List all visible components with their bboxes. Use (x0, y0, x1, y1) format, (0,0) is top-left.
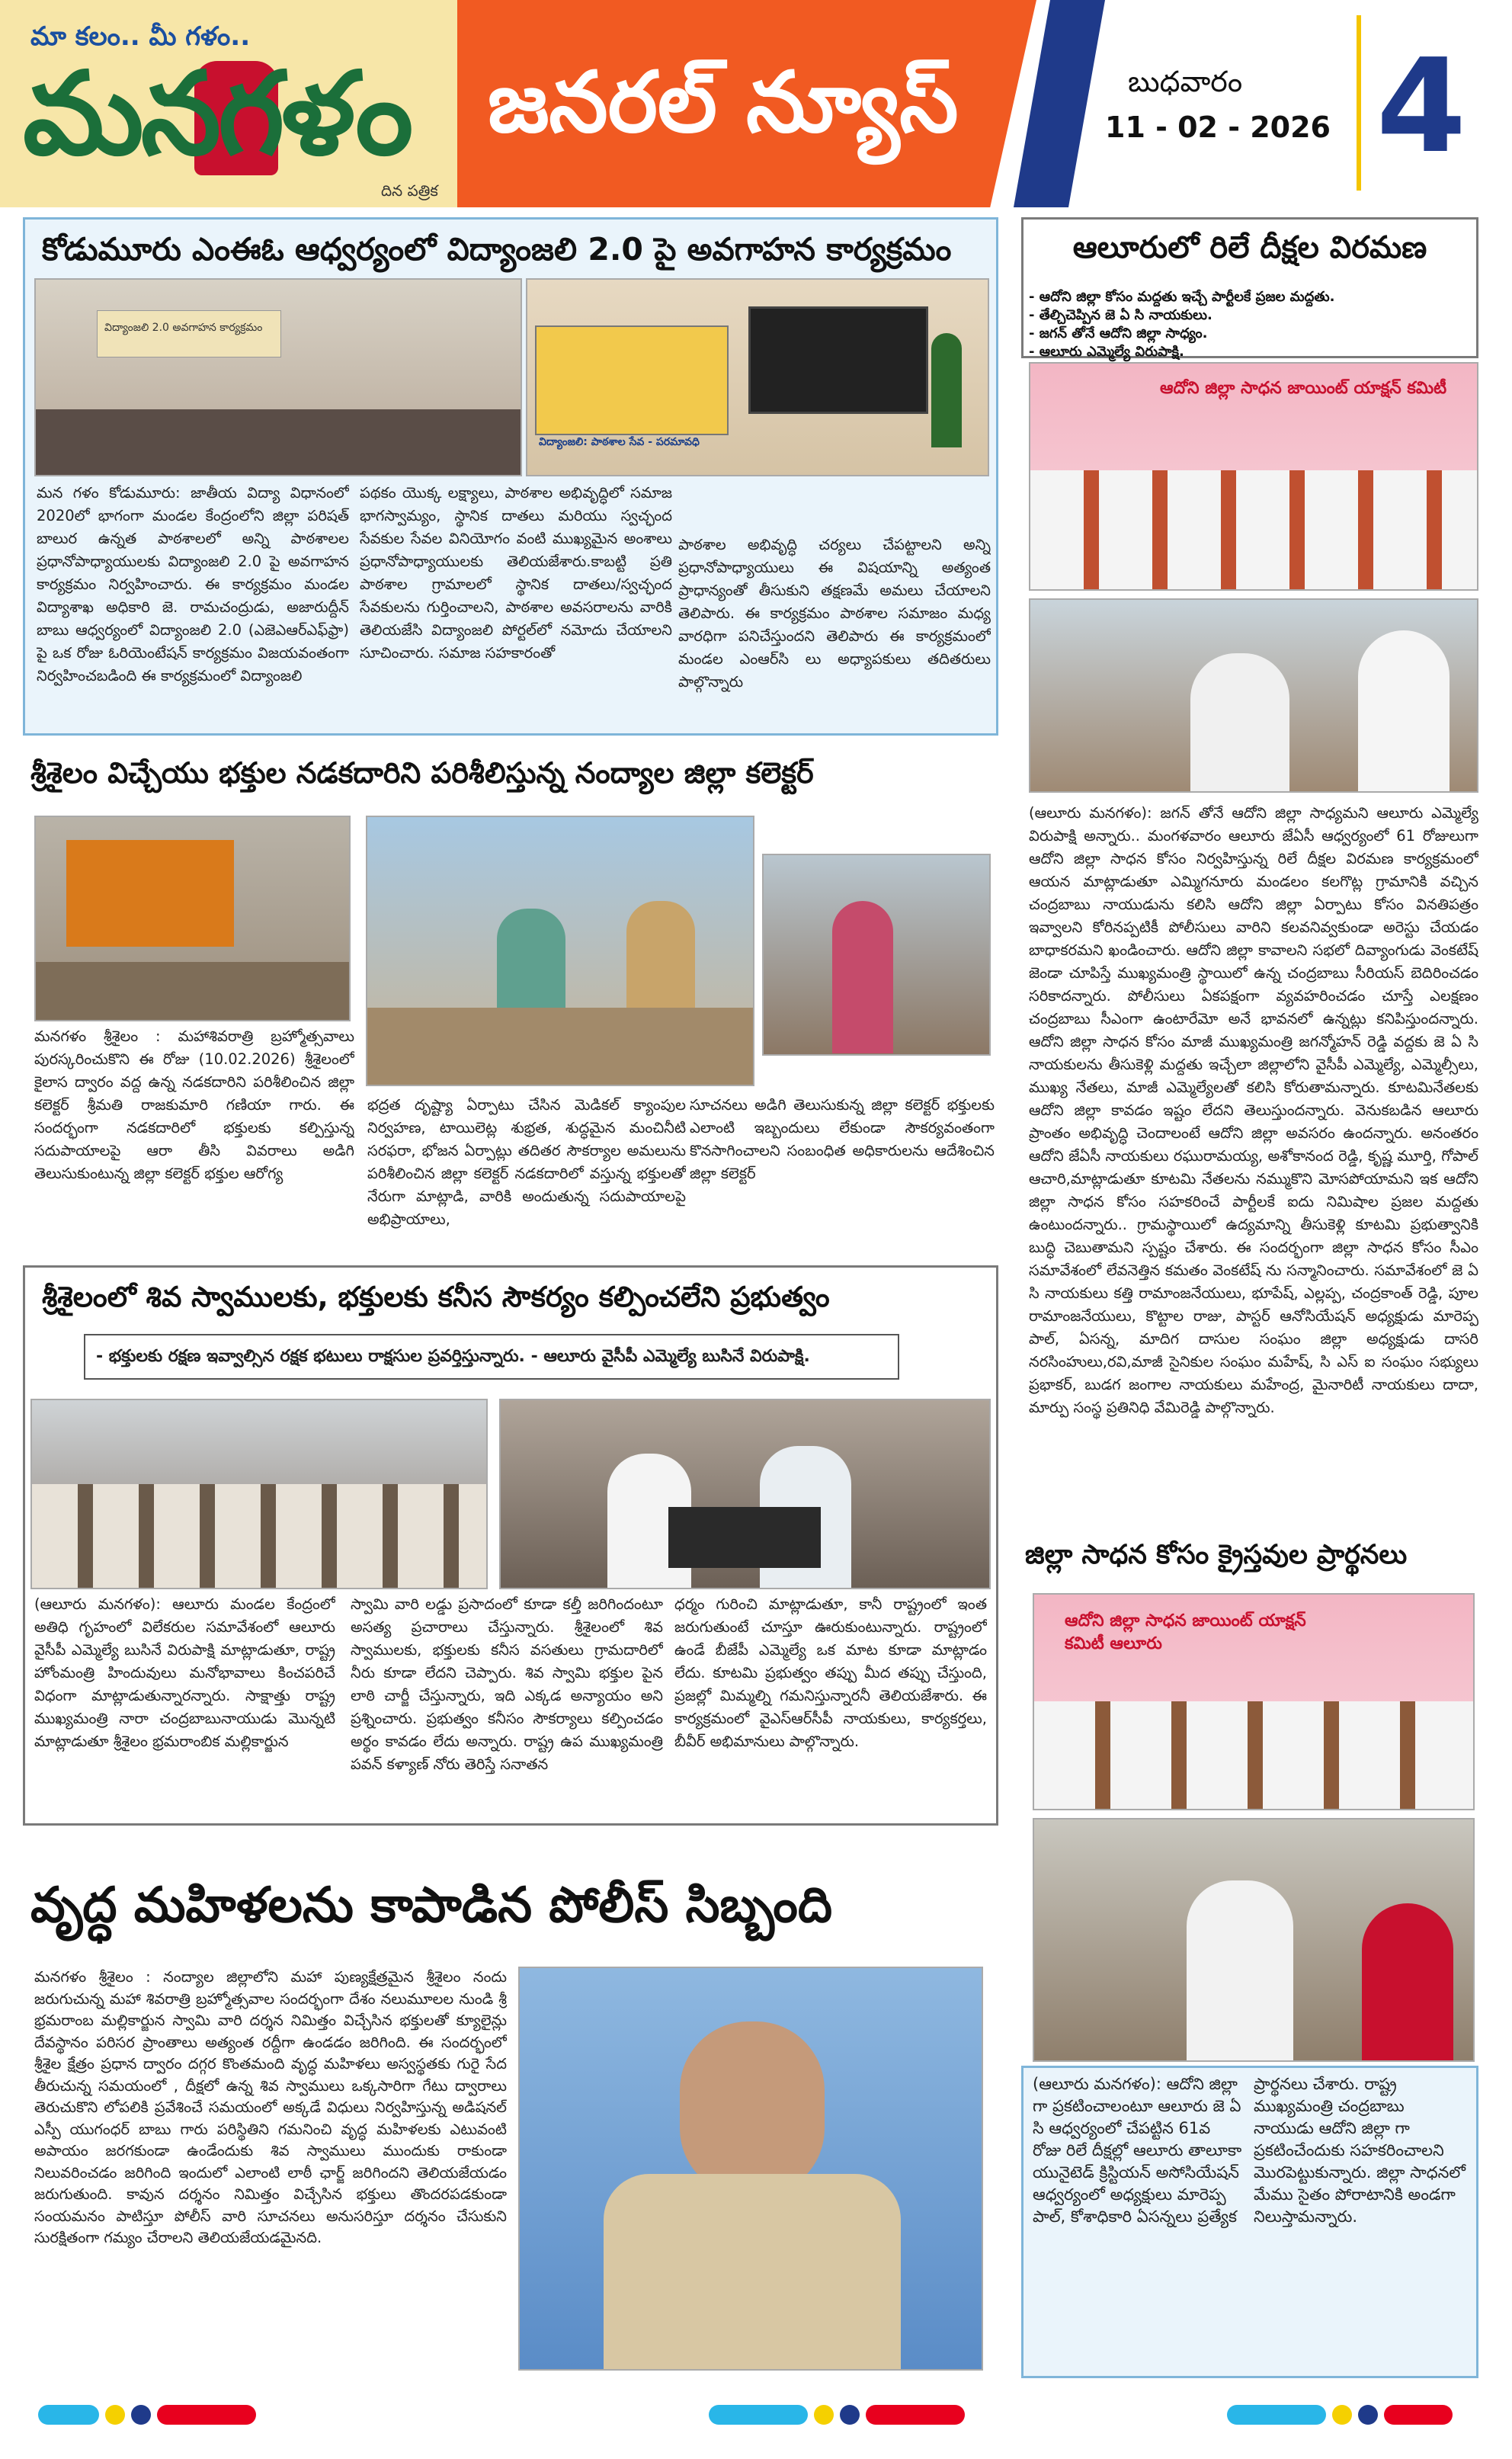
classroom-photo (34, 278, 522, 476)
masthead-subtitle: దిన పత్రిక (381, 181, 438, 200)
presentation-banner-text: విద్యాంజలి: పాఠశాల సేవ - పరమావధి (539, 436, 700, 448)
story-relay-bullet-3: - జగన్ తోనే ఆదోని జిల్లా సాధ్యం. (1029, 325, 1208, 341)
story-relay-bullet-1: - ఆదోని జిల్లా కోసం మద్దతు ఇచ్చే పార్టీలకే ప్రజల మద్దతు. (1029, 289, 1335, 305)
story-collector-col2: భద్రత దృష్ట్యా ఏర్పాటు చేసిన మెడికల్ క్యాంపుల నిర్వహణ, టాయిలెట్ల శుభ్రత, శుద్ధమైన మంచినీటి సరఫరా, భోజన ఏర్పాట్లు తదితర సౌకర్యాల అమలును పరిశీలించిన జిల్లా కలెక్టర్ నడకదారిలో వస్తున్న భక్తులతో నేరుగా మాట్లాడి, వారికి అందుతున్న సదుపాయాలపై అభిప్రాయాలు, (367, 1096, 686, 1228)
relay-photo-2 (1029, 598, 1478, 793)
footer-pill-cyan (709, 2405, 808, 2425)
collector-photo-1 (34, 816, 351, 1021)
story-prayers-col2: ప్రార్థనలు చేశారు. రాష్ట్ర ముఖ్యమంత్రి చంద్రబాబు నాయుడు ఆదోని జిల్లా గా ప్రకటించేందుకు సహకరించాలని మొరపెట్టుకున్నారు. జిల్లా సాధనలో మేము సైతం పోరాటానికి అండగా నిలుస్తామన్నారు. (1254, 2075, 1466, 2226)
story-police-headline: వృద్ధ మహిళలను కాపాడిన పోలీస్ సిబ్బంది (30, 1877, 833, 1934)
classroom-banner-text: విద్యాంజలి 2.0 అవగాహన కార్యక్రమం (104, 322, 263, 334)
footer-dot-navy (1358, 2405, 1378, 2425)
story-vidyanjali-col2: పథకం యొక్క లక్ష్యాలు, పాఠశాల అభివృద్ధిలో సమాజ భాగస్వామ్యం, స్థానిక దాతలు మరియు స్వచ్ఛంద సేవకుల సేవల వినియోగం వంటి ముఖ్యమైన అంశాలు ప్రధానోపాధ్యాయులకు తెలియజేశారు.కాబట్టి ప్రతి పాఠశాల గ్రామాలలో స్థానిక దాతలు/స్వచ్ఛంద సేవకులను గుర్తించాలని, పాఠశాల అవసరాలను వారికి తెలియజేసి విద్యాంజలి పోర్టల్‌లో నమోదు చేయాలని సూచించారు. సమాజ సహకారంతో (360, 484, 672, 662)
story-police-body: మనగళం శ్రీశైలం : నంద్యాల జిల్లాలోని మహా పుణ్యక్షేత్రమైన శ్రీశైలం నందు జరుగుచున్న మహా శివరాత్రి బ్రహ్మోత్సవాల సందర్భంగా దేశం నలుమూలల నుండి శ్రీ భ్రమరాంబ మల్లికార్జున స్వామి వారి దర్శన నిమిత్తం విచ్చేసిన భక్తులతో క్యూలైన్లు దేవస్థానం పరిసర ప్రాంతాలు అత్యంత రద్దీగా ఉండడం జరిగింది. ఈ సందర్భంలో శ్రీశైల క్షేత్రం ప్రధాన ద్వారం దగ్గర కొంతమంది వృద్ధ మహిళలు అస్వస్థతకు గురై సేద తీరుచున్న సమయంలో , దీక్షలో ఉన్న శివ స్వాములు ఒక్కసారిగా గేటు ద్వారాలు తెరుచుకొని లోపలికి ప్రవేశించే సమయంలో అక్కడే విధులు నిర్వహిస్తున్న అడిషనల్ ఎస్పీ యుగంధర్ బాబు గారు పరిస్థితిని గమనించి వృద్ధ మహిళలకు ఎటువంటి అపాయం జరగకుండా ఉండేందుకు శివ స్వాములు ముందుకు రాకుండా నిలువరించడం జరిగింది ఇందులో ఎలాంటి లాఠీ ఛార్జ్ జరిగిందని తెలియజేయడం జరుగుతుంది. కావున దర్శనం నిమిత్తం విచ్చేసిన భక్తులు తొందరపడకుండా సంయమనం పాటిస్తూ పోలీస్ వారి సూచనలు అనుసరిస్తూ దర్శనం చేసుకుని సురక్షితంగా గమ్యం చేరాలని తెలియజేయడమైనది. (34, 1968, 507, 2246)
footer-pill-cyan (1227, 2405, 1326, 2425)
footer-decoration-center (709, 2405, 965, 2425)
footer-dot-yellow (1332, 2405, 1352, 2425)
masthead-logo: మనగళం (23, 48, 411, 181)
relay-photo-1 (1029, 362, 1478, 591)
footer-pill-red (1384, 2405, 1453, 2425)
story-prayers-headline: జిల్లా సాధన కోసం క్రైస్తవుల ప్రార్థనలు (1025, 1540, 1408, 1570)
footer-pill-red (866, 2405, 965, 2425)
prayers-banner-text: ఆదోని జిల్లా సాధన జాయింట్ యాక్షన్ కమిటీ ఆలూరు (1065, 1611, 1306, 1653)
press-meet-photo-2 (499, 1399, 991, 1589)
weekday: బుధవారం (1128, 65, 1243, 98)
story-vidyanjali-col3: పాఠశాల అభివృద్ధి చర్యలు చేపట్టాలని అన్ని ప్రధానోపాధ్యాయులు ఈ విషయాన్ని అత్యంత ప్రాధాన్యంతో తీసుకుని తక్షణమే అమలు చేయాలని తెలిపారు. ఈ కార్యక్రమం పాఠశాల సమాజం మధ్య వారధిగా పనిచేస్తుందని తెలిపారు ఈ కార్యక్రమంలో మండల ఎంఆర్‌సి లు అధ్యాపకులు తదితరులు పాల్గొన్నారు (678, 536, 991, 691)
story-relay-headline: ఆలూరులో రిలే దీక్షల విరమణ (1072, 230, 1427, 265)
prayers-photo-2 (1033, 1818, 1475, 2062)
story-srisailam-bullets: - భక్తులకు రక్షణ ఇవ్వాల్సిన రక్షక భటులు రాక్షసుల ప్రవర్తిస్తున్నారు. - ఆలూరు వైసీపీ ఎమ్మెల్యే బుసినే విరుపాక్షి. (84, 1334, 899, 1380)
footer-dot-yellow (814, 2405, 834, 2425)
footer-pill-cyan (38, 2405, 99, 2425)
story-collector-headline: శ్రీశైలం విచ్చేయు భక్తుల నడకదారిని పరిశీలిస్తున్న నంద్యాల జిల్లా కలెక్టర్ (30, 756, 814, 790)
collector-photo-2 (366, 816, 754, 1086)
story-vidyanjali-headline: కోడుమూరు ఎంఈఓ ఆధ్వర్యంలో విద్యాంజలి 2.0 పై అవగాహన కార్యక్రమం (42, 231, 952, 268)
press-meet-photo-1 (30, 1399, 488, 1589)
story-srisailam-headline: శ్రీశైలంలో శివ స్వాములకు, భక్తులకు కనీస సౌకర్యం కల్పించలేని ప్రభుత్వం (42, 1281, 830, 1313)
footer-decoration-left (38, 2405, 256, 2425)
divider (1357, 15, 1361, 191)
story-srisailam-col2: స్వామి వారి లడ్డు ప్రసాదంలో కూడా కల్తీ జరిగిందంటూ అసత్య ప్రచారాలు చేస్తున్నారు. శ్రీశైలంలో శివ స్వాములకు, భక్తులకు కనీస వసతులు గ్రామదారిలో నీరు కూడా లేదని చెప్పారు. శివ స్వామి భక్తుల పైన లాఠి చార్జీ చేస్తున్నారు, ఇది ఎక్కడ అన్యాయం అని ప్రశ్నించారు. ప్రభుత్వం కనీసం సౌకర్యాలు కల్పించడం అర్థం కావడం లేదు అన్నారు. రాష్ట్ర ఉప ముఖ్యమంత్రి పవన్ కళ్యాణ్ నోరు తెరిస్తే సనాతన (351, 1595, 663, 1773)
police-officer-photo (518, 1967, 983, 2371)
issue-date: 11 - 02 - 2026 (1105, 111, 1331, 144)
presentation-photo (526, 278, 989, 476)
footer-dot-navy (131, 2405, 151, 2425)
relay-banner-text: ఆదోని జిల్లా సాధన జాయింట్ యాక్షన్ కమిటీ (1160, 379, 1447, 398)
story-collector-col3: సూచనలు అడిగి తెలుసుకున్న జిల్లా కలెక్టర్ భక్తులకు ఎలాంటి ఇబ్బందులు లేకుండా సౌకర్యవంతంగా కొనసాగించాలని సంబంధిత అధికారులను ఆదేశించిన జిల్లా కలెక్టర్ (690, 1096, 995, 1182)
story-relay-bullet-2: - తేల్చిచెప్పిన జె ఏ సి నాయకులు. (1029, 307, 1212, 323)
story-relay-bullet-4: - ఆలూరు ఎమ్మెల్యే విరుపాక్షి. (1029, 344, 1184, 360)
story-prayers-col1: (ఆలూరు మనగళం): ఆదోని జిల్లా గా ప్రకటించాలంటూ ఆలూరు జె ఏ సి ఆధ్వర్యంలో చేపట్టిన 61వ రోజు రిలే దీక్షల్లో ఆలూరు తాలూకా యునైటెడ్ క్రిస్టియన్ అసోసియేషన్ ఆధ్వర్యంలో అధ్యక్షులు మారెప్ప పాల్, కోశాధికారి ఏసన్నలు ప్రత్యేక (1033, 2075, 1242, 2226)
footer-dot-navy (840, 2405, 860, 2425)
masthead-tagline: మా కలం.. మీ గళం.. (30, 21, 251, 52)
story-collector-col1: మనగళం శ్రీశైలం : మహాశివరాత్రి బ్రహ్మోత్సవాలు పురస్కరించుకొని ఈ రోజు (10.02.2026) శ్రీశైలంలో కైలాస ద్వారం వద్ద ఉన్న నడకదారిని పరిశీలించిన జిల్లా కలెక్టర్ శ్రీమతి రాజకుమారి గణియా గారు. ఈ సందర్భంగా నడకదారిలో భక్తులకు కల్పిస్తున్న సదుపాయాలపై ఆరా తీసి వివరాలు అడిగి తెలుసుకుంటున్న జిల్లా కలెక్టర్ భక్తుల ఆరోగ్య (34, 1028, 354, 1182)
story-vidyanjali-col1: మన గళం కోడుమూరు: జాతీయ విద్యా విధానంలో 2020లో భాగంగా మండల కేంద్రంలోని జిల్లా పరిషత్ బాలుర ఉన్నత పాఠశాలలో అన్ని పాఠశాలల ప్రధానోపాధ్యాయులకు విద్యాంజలి 2.0 పై అవగాహన కార్యక్రమం నిర్వహించారు. ఈ కార్యక్రమం మండల విద్యాశాఖ అధికారి జె. రామచంద్రుడు, అజారుద్దీన్ బాబు ఆధ్వర్యంలో విద్యాంజలి 2.0 (ఎజెఎఆర్ఎఫ్‌ఫ్రా) పై ఒక రోజు ఓరియెంటేషన్ కార్యక్రమం విజయవంతంగా నిర్వహించబడింది ఈ కార్యక్రమంలో విద్యాంజలి (37, 484, 349, 684)
section-title: జనరల్ న్యూస్ (488, 53, 959, 151)
story-srisailam-col3: ధర్మం గురించి మాట్లాడుతూ, కానీ రాష్ట్రంలో ఇంత జరుగుతుంటే చూస్తూ ఊరుకుంటున్నారు. రాష్ట్రంలో ఉండే బీజేపీ ఎమ్మెల్యే ఒక మాట కూడా మాట్లాడం లేదు. కూటమి ప్రభుత్వం తప్పు మీద తప్పు చేస్తుంది, ప్రజల్లో మిమ్మల్ని గమనిస్తున్నారనీ తెలియజేశారు. ఈ కార్యక్రమంలో వైఎస్ఆర్‌సీపీ నాయకులు, కార్యకర్తలు, బీవీర్ అభిమానులు పాల్గొన్నారు. (674, 1595, 987, 1750)
story-srisailam-col1: (ఆలూరు మనగళం): ఆలూరు మండల కేంద్రంలో అతిధి గృహంలో విలేకరుల సమావేశంలో ఆలూరు వైసీపీ ఎమ్మెల్యే బుసినే విరుపాక్షి మాట్లాడుతూ, రాష్ట్ర హోంమంత్రి హిందువులు మనోభావాలు కించపరిచే విధంగా మాట్లాడుతున్నారన్నారు. సాక్షాత్తు రాష్ట్ర ముఖ్యమంత్రి నారా చంద్రబాబునాయుడు మొన్నటి మాట్లాడుతూ శ్రీశైలం భ్రమరాంబిక మల్లికార్జున (34, 1595, 335, 1750)
footer-pill-red (157, 2405, 256, 2425)
footer-dot-yellow (105, 2405, 125, 2425)
collector-photo-3 (762, 854, 991, 1056)
prayers-photo-1 (1033, 1593, 1475, 1810)
story-relay-body: (ఆలూరు మనగళం): జగన్ తోనే ఆదోని జిల్లా సాధ్యమని ఆలూరు ఎమ్మెల్యే విరుపాక్షి అన్నారు.. మంగళవారం ఆలూరు జేఏసీ ఆధ్వర్యంలో 61 రోజులుగా ఆదోని జిల్లా సాధన కోసం నిర్వహిస్తున్న రిలే దీక్షల విరమణ కార్యక్రమంలో ఆయన మాట్లాడుతూ ఎమ్మిగనూరు మండలం కలగొట్ల గ్రామానికి వచ్చిన చంద్రబాబు నాయుడును కలిసి ఆదోని జిల్లా ఏర్పాటు కోసం వినతిపత్రం ఇవ్వాలని కోరినప్పటికీ పోలీసులు వారిని కలవనివ్వకుండా అరెస్టు చేయడం బాధాకరమని ఖండించారు. ఆదోని జిల్లా కావాలని సభలో దివ్యాంగుడు వెంకటేష్ జెండా చూపిస్తే ముఖ్యమంత్రి స్థాయిలో ఉన్న చంద్రబాబు సీరియస్ బెదిరించడం సరికాదన్నారు. పోలీసులు ఏకపక్షంగా వ్యవహరించడం చూస్తే ఎలక్షణం చంద్రబాబు సీఎంగా ఉంటారేమో అనే భావనలో ఉన్నట్లు కనిపిస్తుందన్నారు. ఆదోని జిల్లా సాధన కోసం మాజీ ముఖ్యమంత్రి జగన్మోహన్ రెడ్డి వద్దకు జె ఏ సి నాయకులను తీసుకెళ్లి మద్దతు ఇచ్చేలా జిల్లాలోని వైసీపీ ఎమ్మెల్యే, ఎమ్మెల్సీలు, ముఖ్య నేతలు, మాజీ ఎమ్మెల్యేలతో కలిసి కోరుతామన్నారు. కూటమినేతలకు ఆదోని జిల్లా కావడం ఇష్టం లేదని తెలుస్తుందన్నారు. వెనుకబడిన ఆలూరు ప్రాంతం అభివృద్ధి చెందాలంటే ఆదోని జిల్లా అవసరం ఉందన్నారు. అనంతరం ఆదోని జేఏసీ నాయకులు రఘురామయ్య, అశోకానంద రెడ్డి, కృష్ణ మూర్తి, గోపాల్ ఆచారి,మాట్లాడుతూ కూటమి నేతలను నమ్ముకొని మోసపోయామని ఇక ఆదోని జిల్లా సాధన కోసం సహకరించే పార్టీలకే ఐదు నిమిషాల ప్రజల మద్దతు ఉంటుందన్నారు.. గ్రామస్థాయిలో ఉద్యమాన్ని తీసుకెళ్లి కూటమి ప్రభుత్వానికి బుద్ధి చెబుతామని స్పష్టం చేశారు. ఈ సందర్భంగా జిల్లా సాధన కోసం సీఎం సమావేశంలో లేవనెత్తిన కమతం వెంకటేష్ ను సన్మానించారు. సమావేశంలో జె ఏ సి నాయకులు కత్తి రామాంజనేయులు, భూపేష్, ఎల్లప్ప, చంద్రకాంత్ రెడ్డి, పూల రామాంజనేయులు, కొట్టాల రాజు, పాస్టర్ ఆనోసియేషన్ అధ్యక్షుడు మారెప్ప పాల్, ఏసన్న, మాదిగ దాసుల సంఘం జిల్లా అధ్యక్షుడు దాసరి నరసింహులు,రవి,మాజీ సైనికుల సంఘం మహేష్, సి ఎస్ ఐ సంఘం సభ్యులు ప్రభాకర్, బుడగ జంగాల నాయకులు మహేంద్ర, మైనారిటీ నాయకులు దాదా, మార్పు సంస్థ ప్రతినిధి వేమిరెడ్డి పాల్గొన్నారు. (1029, 804, 1478, 1416)
footer-decoration-right (1227, 2405, 1453, 2425)
page-number: 4 (1376, 31, 1467, 182)
